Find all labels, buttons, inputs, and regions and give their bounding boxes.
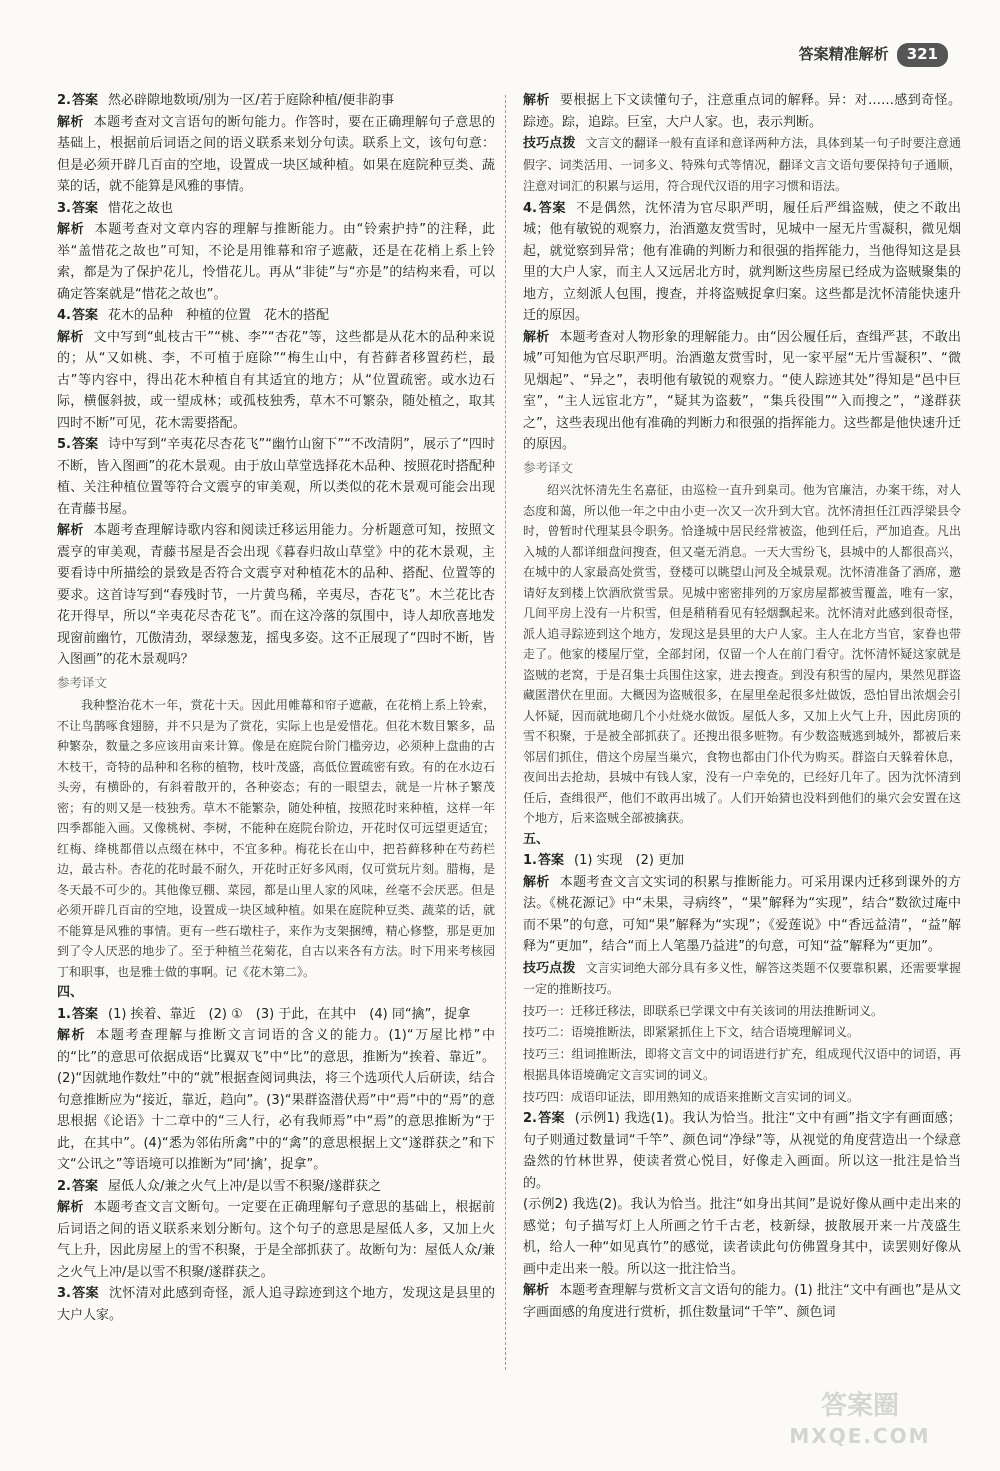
s4q4-answer: 4.答案 不是偶然，沈怀清为官尽职严明，履任后严缉盗贼，使之不敢出城；他有敏锐的观察力，治酒邀友赏雪时，见城中一屋无片雪凝积，微见烟起，就觉察到异常；他有准确的判断力和很强的指挥能力，当他得知这是县里的大户人家，而主人又远居北方时，就判断这些房屋已经成为盗贼聚集的地方，立刻派人包围，搜查，并将盗贼捉拿归案。这些都是沈怀清能快速升迁的原因。 [523,200,961,323]
q3-answer: 3.答案 惜花之故也 [57,200,174,216]
s4q1-analysis: 解析 本题考查理解与推断文言词语的含义的能力。(1)“万屋比栉”中的“比”的意思可依据成语“比翼双飞”中“比”的意思，推断为“挨着、靠近”。(2)“因就地作数灶”中的“就”根据查阅词典法，将三个选项代人后研读，结合句意推断应为“接近，靠近，趋向”。(3)“果群盗潜伏焉”中“焉”中的“焉”的意思根据《论语》十二章中的“三人行，必有我师焉”中“焉”的意思推断为“于此，在其中”。(4)“悉为邻佑所禽”中的“禽”的意思根据上文“遂群获之”和下文“公讯之”等语境可以推断为“同‘擒’，捉拿”。 [57,1028,495,1172]
s5q1-tip: 技巧点拨 文言实词绝大部分具有多义性，解答这类题不仅要靠积累，还需要掌握一定的推断技巧。 [523,960,961,996]
section-five-heading: 五、 [523,831,550,847]
page-number: 321 [897,43,948,67]
s5q2-answer: 2.答案 (示例1) 我选(1)。我认为恰当。批注“文中有画”指文字有画面感；句子则通过数量词“千竿”、颜色词“净绿”等，从视觉的角度营造出一个绿意盎然的竹林世界，使读者赏心悦目，好像走入画面。所以这一批注是恰当的。 [523,1111,961,1191]
s5q2-answer-example2: (示例2) 我选(2)。我认为恰当。批注“如身出其间”是说好像从画中走出来的感觉；句子描写灯上人所画之竹千古老，枝新绿，披散展开来一片茂盛生机，给人一种“如见真竹”的感觉，读者读此句仿佛置身其中，读罢则好像从画中走出来一般。所以这一批注恰当。 [523,1197,961,1277]
page-header [799,42,948,68]
s4q1-answer: 1.答案 (1) 挨着、靠近 (2) ① (3) 于此，在其中 (4) 同“擒”，捉拿 [57,1006,471,1022]
q5-analysis: 解析 本题考查理解诗歌内容和阅读迁移运用能力。分析题意可知，按照文震亨的审美观，青藤书屋是否会出现《暮春归故山草堂》中的花木景观，主要看诗中所描绘的景致是否符合文震亨对种植花木的品种、搭配、位置等的要求。这首诗写到“春残时节，一片黄鸟稀，辛夷尽，杏花飞”。木兰花比杏花开得早，所以“辛夷花尽杏花飞”。而在这冷落的氛围中，诗人却欣喜地发现窗前幽竹，兀傲清劲，翠绿葱茏，摇曳多姿。这不正展现了“四时不断，皆入图画”的花木景观吗？ [57,523,495,667]
s4q3-answer: 3.答案 沈怀清对此感到奇怪，派人追寻踪迹到这个地方，发现这是县里的大户人家。 [57,1286,495,1323]
reference-heading-2: 参考译文 [523,459,574,475]
q2-answer: 2.答案 然必辟隙地数顷/别为一区/若于庭除种植/便非韵事 [57,93,395,108]
translation-text: 我种整治花木一年，赏花十天。因此用帷幕和帘子遮蔽，在花梢上系上铃索，不让鸟鹊啄食翅膀，并不只是为了赏花，实际上也是爱惜花。但花木数目繁多，品种繁杂，数量之多应该用亩来计算。像是在庭院台阶门槛旁边，必须种上盘曲的古木枝干，奇特的品种和名称的植物，枝叶茂盛，高低位置疏密有致。有的在水边石头旁，有横卧的，有斜着散开的，各种姿态；有的一眼望去，就是一片林子繁茂密；有的则又是一枝独秀。草木不能繁杂，随处种植，按照花时来种植，这样一年四季都能入画。又像桃树、李树，不能种在庭院台阶边，开花时仅可远望更适宜；红梅、绛桃都借以点缀在林中，不宜多种。梅花长在山中，把苔藓移种在芍药栏边，最古朴。杏花的花时最不耐久，开花时正好多风雨，仅可赏玩片刻。腊梅，是冬天最不可少的。其他像豆棚、菜园，都是山里人家的风味，丝毫不会厌恶。但是必须开辟几百亩的空地，设置成一块区域种植。如果在庭院种豆类、蔬菜的话，就不能算是风雅的事情。更有一些石墩柱子，来作为支架捆缚，精心修整，那是更加到了令人厌恶的地步了。至于种植兰花菊花，自古以来各有方法。时下用来考核园丁和职事，也是雅士做的事啊。记《花木第二》。 [57,698,495,979]
skill-item: 技巧二：语境推断法，即紧紧抓住上下文，结合语境理解词义。 [523,1025,860,1039]
skill-item: 技巧三：组词推断法，即将文言文中的词语进行扩充，组成现代汉语中的词语，再根据具体语境确定文言实词的词义。 [523,1046,961,1082]
s5q1-analysis: 解析 本题考查文言文实词的积累与推断能力。可采用课内迁移到课外的方法。《桃花源记》中“未果，寻病终”，“果”解释为“实现”，结合“数欲过庵中而不果”的句意，可知“果”解释为“实现”；《爱莲说》中“香远益清”，“益”解释为“更加”，结合“而上人笔墨乃益进”的句意，可知“益”解释为“更加”。 [523,874,961,954]
q4-answer: 4.答案 花木的品种 种植的位置 花木的搭配 [57,308,330,323]
watermark-url: MXQE.COM [789,1424,931,1448]
reference-heading: 参考译文 [57,674,108,690]
section-four-heading: 四、 [57,985,84,1000]
header-title: 答案精准解析 [798,45,889,64]
column-divider [505,95,506,1370]
s4q3-analysis: 解析 要根据上下文读懂句子，注意重点词的解释。异：对……感到奇怪。踪迹。踪，追踪。巨室，大户人家。也，表示判断。 [523,93,961,130]
right-column [523,90,961,1323]
left-column [57,90,495,1326]
s4q2-answer: 2.答案 屋低人众/兼之火气上冲/是以雪不积聚/遂群获之 [57,1178,382,1194]
skill-item: 技巧四：成语印证法，即用熟知的成语来推断文言实词的词义。 [523,1089,860,1104]
s5q2-analysis: 解析 本题考查理解与赏析文言文语句的能力。(1) 批注“文中有画也”是从文字画面感的角度进行赏析，抓住数量词“千竿”、颜色词 [523,1283,961,1320]
s4q4-analysis: 解析 本题考查对人物形象的理解能力。由“因公履任后，查缉严甚，不敢出城”可知他为官尽职严明。治酒邀友赏雪时，见一家平屋“无片雪凝积”、“微见烟起”、“异之”，表明他有敏锐的观察力。“使人踪迹其处”得知是“邑中巨室”，“主人远宦北方”，“疑其为盗薮”，“集兵役围”“入而搜之”，“遂群获之”，这些表现出他有准确的判断力和很强的指挥能力。这些都是他快速升迁的原因。 [523,329,961,452]
site-watermark [750,1391,970,1461]
s4q2-analysis: 解析 本题考查文言文断句。一定要在正确理解句子意思的基础上，根据前后词语之间的语义联系来划分断句。这个句子的意思是屋低人多，又加上火气上升，因此房屋上的雪不积聚，于是全部抓获了。故断句为：屋低人众/兼之火气上冲/是以雪不积聚/遂群获之。 [57,1200,495,1280]
s5q1-answer: 1.答案 (1) 实现 (2) 更加 [523,853,685,868]
q4-analysis: 解析 文中写到“虬枝古干”“桃、李”“杏花”等，这些都是从花木的品种来说的；从“又如桃、李，不可植于庭除”“梅生山中，有苔藓者移置药栏，最古”等内容中，得出花木种植自有其适宜的地方；从“位置疏密。或水边石际，横偃斜披，或一望成林；或孤枝独秀，草木不可繁杂，随处植之，取其四时不断”可见，花木需要搭配。 [57,329,495,431]
s4q3-tip: 技巧点拨 文言文的翻译一般有直译和意译两种方法，具体到某一句子时要注意通假字、词类活用、一词多义、特殊句式等情况，翻译文言文语句要保持句子通顺，注意对词汇的积累与运用，符合现代汉语的用字习惯和语法。 [523,136,961,193]
translation-text-2: 绍兴沈怀清先生名嘉征，由巡检一直升到臬司。他为官廉洁，办案干练，对人态度和蔼，所以他一年之中由小吏一次又一次升到大官。沈怀清担任江西浮梁县令时，曾暂时代理某县令职务。恰逢城中居民经常被盗，他到任后，严加追查。凡出入城的人都详细盘问搜查，但又毫无消息。一天大雪纷飞，县城中的人都很高兴，在城中的人家最高处赏雪，登楼可以眺望山河及全城景观。沈怀清准备了酒席，邀请好友到楼上饮酒欣赏雪景。见城中密密排列的万家房屋都被雪覆盖，唯有一家，几间平房上没有一片积雪，但是稍稍看见有轻烟飘起来。沈怀清对此感到很奇怪，派人追寻踪迹到这个地方，发现这是县里的大户人家。主人在北方当官，家眷也带走了。他家的楼屋厅堂，全部封闭，仅留一个人在前门看守。沈怀清怀疑这家就是盗贼的老窝，于是召集士兵围住这家，进去搜查。到没有积雪的屋内，果然见群盗藏匿潜伏在里面。大概因为盗贼很多，在屋里垒起很多灶做饭，恐怕冒出浓烟会引人怀疑，因而就地砌几个小灶烧水做饭。屋低人多，又加上火气上升，因此房顶的雪不积聚，于是被全部抓获了。还搜出很多赃物。有少数盗贼逃到城外，都被后来邻居们抓住，借这个房屋当巢穴，食物也都由门仆代为购买。群盗白天躲着休息，夜间出去抢劫，县城中有钱人家，没有一户幸免的，已经好几年了。因为沈怀清到任后，查缉很严，他们不敢再出城了。人们开始猜也没料到他们的巢穴会安置在这个地方，后来盗贼全部被擒获。 [523,483,961,825]
q2-analysis: 解析 本题考查对文言语句的断句能力。作答时，要在正确理解句子意思的基础上，根据前后词语之间的语义联系来划分句读。联系上文，该句句意：但是必须开辟几百亩的空地，设置成一块区域种植。如果在庭院种豆类、蔬菜的话，就不能算是风雅的事情。 [57,114,495,194]
q3-analysis: 解析 本题考查对文章内容的理解与推断能力。由“铃索护持”的注释，此举“盖惜花之故也”可知，不论是用锥幕和帘子遮蔽，还是在花梢上系上铃索，都是为了保护花儿，怜惜花儿。再从“非徒”与“亦是”的结构来看，可以确定答案就是“惜花之故也”。 [57,222,495,302]
watermark-logo-text: 答案圈 [820,1391,899,1421]
q5-answer: 5.答案 诗中写到“辛夷花尽杏花飞”“幽竹山窗下”“不改清阴”，展示了“四时不断，皆入图画”的花木景观。由于放山草堂选择花木品种、按照花时搭配种植、关注种植位置等符合文震亨的审美观，所以类似的花木景观可能会出现在青藤书屋。 [57,437,495,517]
skill-item: 技巧一：迁移迁移法，即联系已学课文中有关该词的用法推断词义。 [523,1003,884,1018]
